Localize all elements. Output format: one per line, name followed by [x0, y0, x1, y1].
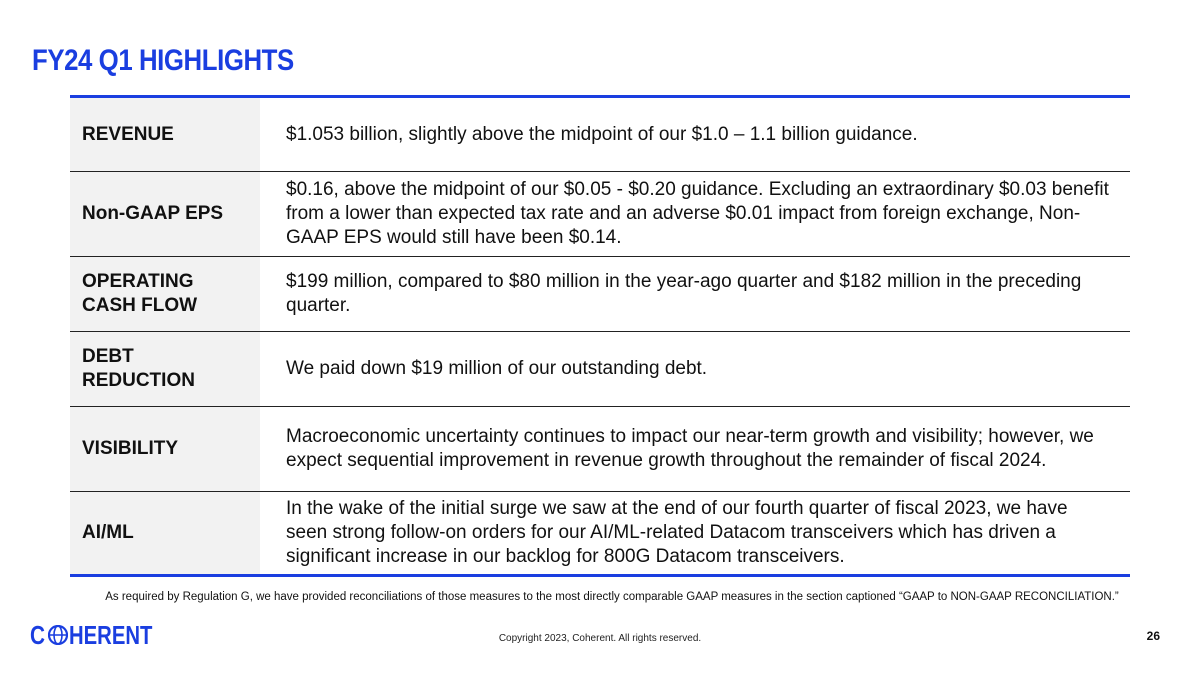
- table-row-debt-reduction: [70, 332, 1130, 407]
- table-row-ai-ml: [70, 492, 1130, 574]
- table-row-revenue: [70, 98, 1130, 172]
- row-label: DEBT REDUCTION: [70, 332, 260, 406]
- row-label: AI/ML: [70, 492, 260, 574]
- row-text: We paid down $19 million of our outstanding debt.: [286, 358, 708, 379]
- row-label: VISIBILITY: [70, 407, 260, 491]
- table-row-operating-cash-flow: [70, 257, 1130, 332]
- row-label: Non-GAAP EPS: [70, 172, 260, 256]
- row-label: OPERATING CASH FLOW: [70, 257, 260, 331]
- table-row-non-gaap-eps: [70, 172, 1130, 257]
- row-text: $0.16, above the midpoint of our $0.05 - $0.20 guidance. Excluding an extraordinary $0.03 benefit from a lower than expected tax rate and an adverse $0.01 impact from foreign exchange, Non-GAAP EPS would still have been $0.14.: [286, 179, 1109, 248]
- row-text: $199 million, compared to $80 million in the year-ago quarter and $182 million in the preceding quarter.: [286, 271, 1082, 316]
- regulation-footnote: As required by Regulation G, we have provided reconciliations of those measures to the most directly comparable GAAP measures in the section captioned “GAAP to NON-GAAP RECONCILIATION.”: [105, 591, 1119, 603]
- table-row-visibility: [70, 407, 1130, 492]
- logo-letter-c: C: [30, 619, 46, 650]
- copyright-text: Copyright 2023, Coherent. All rights reserved.: [498, 633, 702, 644]
- page-number: 26: [1146, 629, 1160, 643]
- highlights-table: [70, 95, 1130, 577]
- row-label: REVENUE: [70, 98, 260, 171]
- row-text: In the wake of the initial surge we saw at the end of our fourth quarter of fiscal 2023, we have seen strong follow-on orders for our AI/ML-related Datacom transceivers which has driven a significant increase in our backlog for 800G Datacom transceivers.: [286, 498, 1068, 567]
- logo-letters: HERENT: [69, 619, 153, 650]
- row-text: $1.053 billion, slightly above the midpoint of our $1.0 – 1.1 billion guidance.: [286, 123, 918, 145]
- page-title: FY24 Q1 HIGHLIGHTS: [32, 44, 294, 77]
- row-text: Macroeconomic uncertainty continues to impact our near-term growth and visibility; however, we expect sequential improvement in revenue growth throughout the remainder of fiscal 2024.: [286, 426, 1094, 471]
